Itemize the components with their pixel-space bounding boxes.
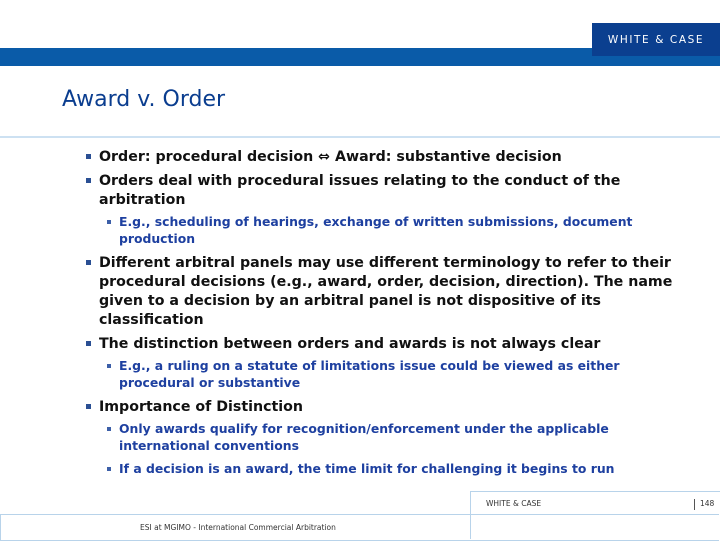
footer-divider	[470, 491, 720, 492]
bullet-text: The distinction between orders and awards is not always clear	[99, 336, 601, 352]
sub-bullet-item	[99, 358, 684, 391]
footer-box	[0, 514, 719, 541]
bullet-item	[84, 172, 684, 247]
slide-title: Award v. Order	[62, 87, 226, 112]
page-number: 148	[700, 499, 715, 508]
sub-bullet-list	[99, 421, 684, 478]
sub-bullet-list	[99, 214, 684, 247]
page-number-separator	[694, 499, 695, 510]
sub-bullet-item	[99, 421, 684, 454]
sub-bullet-text: E.g., scheduling of hearings, exchange of written submissions, document production	[119, 214, 633, 246]
bullet-item	[84, 398, 684, 478]
bullet-item	[84, 335, 684, 391]
sub-bullet-text: Only awards qualify for recognition/enforcement under the applicable international conventions	[119, 421, 609, 453]
title-divider	[0, 136, 720, 138]
bullet-item	[84, 254, 684, 330]
sub-bullet-item	[99, 461, 684, 478]
bullet-text: Different arbitral panels may use different terminology to refer to their procedural decisions (e.g., award, order, decision, direction). The name given to a decision by an arbitral panel is not dispositive of its classification	[99, 255, 673, 328]
bullet-text: Importance of Distinction	[99, 399, 303, 415]
bullet-text: Order: procedural decision ⇔ Award: substantive decision	[99, 149, 562, 165]
footer-brand: WHITE & CASE	[486, 499, 542, 508]
bullet-text: Orders deal with procedural issues relating to the conduct of the arbitration	[99, 173, 621, 208]
logo-text: WHITE & CASE	[607, 33, 705, 46]
bullet-item	[84, 148, 684, 167]
sub-bullet-text: E.g., a ruling on a statute of limitations issue could be viewed as either procedural or substantive	[119, 358, 620, 390]
bullet-list	[84, 148, 684, 485]
sub-bullet-item	[99, 214, 684, 247]
sub-bullet-list	[99, 358, 684, 391]
white-case-logo	[592, 23, 720, 56]
sub-bullet-text: If a decision is an award, the time limit for challenging it begins to run	[119, 461, 615, 476]
footer-note: ESI at MGIMO - International Commercial Arbitration	[140, 523, 336, 532]
